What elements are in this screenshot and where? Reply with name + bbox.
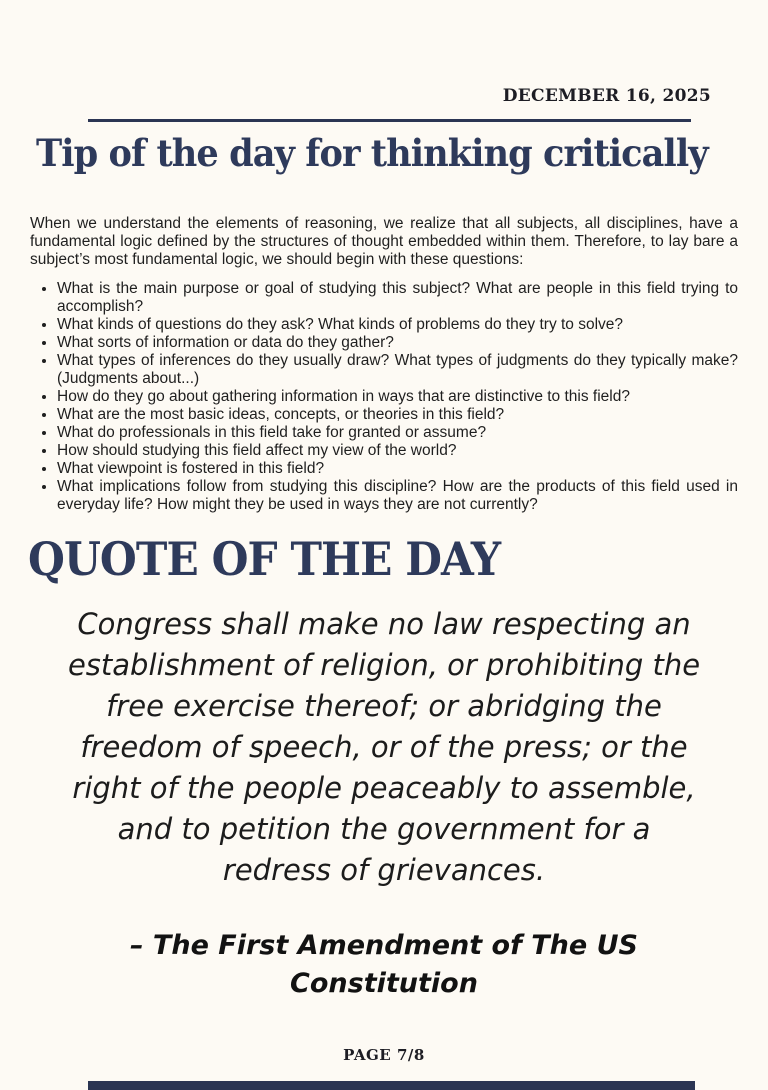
question-item: • What viewpoint is fostered in this field? xyxy=(57,460,738,478)
tip-of-the-day-title: Tip of the day for thinking critically xyxy=(36,131,708,175)
quote-text: Congress shall make no law respecting an establishment of religion, or prohibiting the free exercise thereof; or abridging the freedom of speech, or of the press; or the right of the people peaceably to assemble, and to petition the government for a redress of grievances. xyxy=(67,607,701,888)
quote-attribution: – The First Amendment of The US Constitution xyxy=(130,930,638,1000)
question-item: • What kinds of questions do they ask? What kinds of problems do they try to solve? xyxy=(57,316,738,334)
header-divider-line xyxy=(88,119,691,122)
question-item: • How do they go about gathering information in ways that are distinctive to this field? xyxy=(57,388,738,406)
quote-of-the-day-heading: QUOTE OF THE DAY xyxy=(28,531,501,586)
question-item: • What is the main purpose or goal of studying this subject? What are people in this field trying to accomplish? xyxy=(57,280,738,316)
question-item: • What types of inferences do they usually draw? What types of judgments do they typically make? (Judgments about...) xyxy=(57,352,738,388)
tip-intro-paragraph: When we understand the elements of reasoning, we realize that all subjects, all disciplines, have a fundamental logic defined by the structures of thought embedded within them. Therefore, to lay bare a subject’s most fundamental logic, we should begin with these questions: xyxy=(30,214,738,268)
question-item: • What are the most basic ideas, concepts, or theories in this field? xyxy=(57,406,738,424)
question-item: • What sorts of information or data do they gather? xyxy=(57,334,738,352)
page-number-label: PAGE 7/8 xyxy=(343,1046,425,1064)
question-item: • What implications follow from studying this discipline? How are the products of this field used in everyday life? How might they be used in ways they are not currently? xyxy=(57,478,738,514)
question-item: • How should studying this field affect my view of the world? xyxy=(57,442,738,460)
question-item: • What do professionals in this field take for granted or assume? xyxy=(57,424,738,442)
date-label: DECEMBER 16, 2025 xyxy=(502,86,711,106)
critical-thinking-questions-list xyxy=(30,280,738,514)
footer-accent-bar xyxy=(88,1081,695,1090)
